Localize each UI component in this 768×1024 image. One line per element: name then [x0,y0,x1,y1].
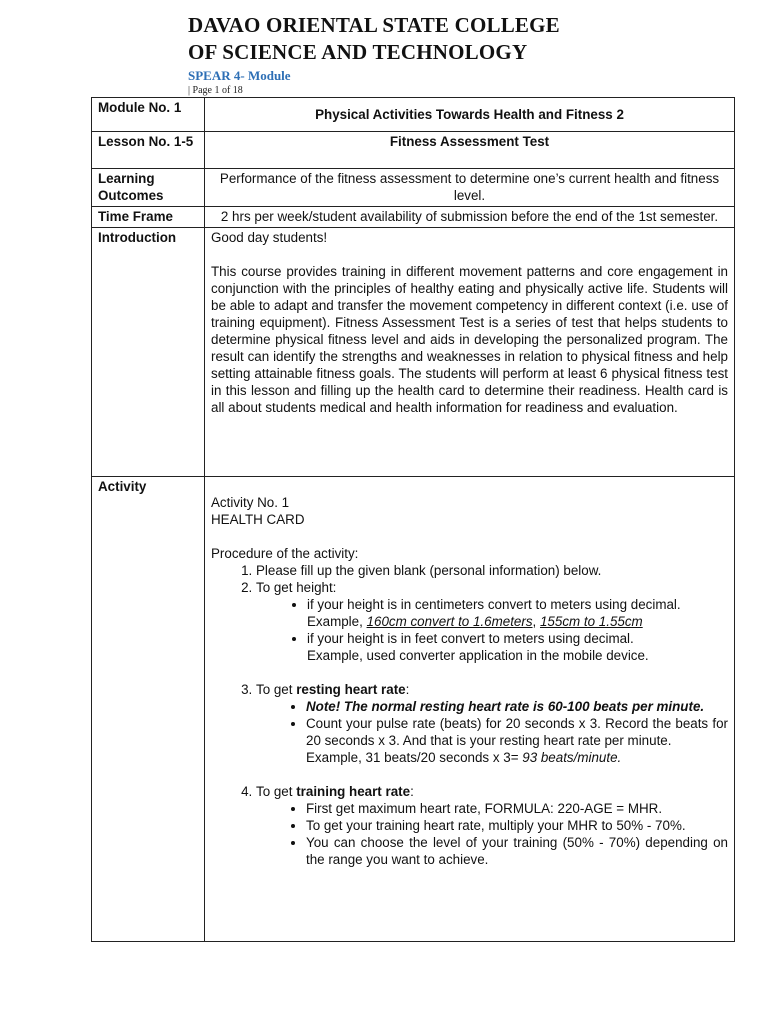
training-heart-rate-bullets [256,800,728,868]
introduction-greeting: Good day students! [211,230,328,245]
module-title: SPEAR 4- Module [188,68,291,83]
page-indicator: | Page 1 of 18 [188,85,243,96]
list-item: 3. To get resting heart rate: • Note! The normal resting heart rate is 60-100 beats per minute. • Count your pulse rate (beats) for 20 seconds x 3. Record the beats for 20 seconds x 3. And that is your resting heart rate per minute. Example, 31 beats/20 seconds x 3= 93 beats/minute. [256,681,728,783]
activity-label: Activity [92,477,205,942]
list-item: • First get maximum heart rate, FORMULA: 220-AGE = MHR. [306,800,728,817]
introduction-content [205,228,735,477]
institution-name-line2: OF SCIENCE AND TECHNOLOGY [188,40,528,64]
lesson-label: Lesson No. 1-5 [92,132,205,169]
height-bullets [256,596,728,664]
lesson-value: Fitness Assessment Test [205,132,735,169]
list-item: 2. To get height: • if your height is in centimeters convert to meters using decimal. Example, 160cm convert to 1.6meters, 155cm to 1.55cm • if your height is in feet convert to meters using decimal. Example, used converter application in the mobile device. [256,579,728,681]
module-table [91,97,735,942]
introduction-label: Introduction [92,228,205,477]
table-row [92,169,735,207]
document-header [188,12,560,96]
resting-heart-rate-bullets [256,698,728,766]
activity-title: HEALTH CARD [211,512,305,527]
example-cm-conversion: 160cm convert to 1.6meters [366,614,533,629]
institution-name-line1: DAVAO ORIENTAL STATE COLLEGE [188,13,560,37]
outcomes-value: Performance of the fitness assessment to determine one’s current health and fitness level. [205,169,735,207]
table-row [92,477,735,942]
table-row [92,132,735,169]
list-item: • You can choose the level of your training (50% - 70%) depending on the range you want to achieve. [306,834,728,868]
list-item: • Count your pulse rate (beats) for 20 seconds x 3. Record the beats for 20 seconds x 3. And that is your resting heart rate per minute. Example, 31 beats/20 seconds x 3= 93 beats/minute. [306,715,728,766]
list-item: • To get your training heart rate, multiply your MHR to 50% - 70%. [306,817,728,834]
resting-heart-rate-note: Note! The normal resting heart rate is 60-100 beats per minute. [306,699,705,714]
introduction-body: This course provides training in different movement patterns and core engagement in conjunction with the principles of healthy eating and physically active life. Students will be able to adapt and transfer the movement competency in different context (i.e. use of training equipment). Fitness Assessment Test is a series of test that helps students to determine physical fitness level and aids in developing the personalized program. The result can identify the strengths and weaknesses in relation to physical fitness and help setting attainable fitness goals. The students will perform at least 6 physical fitness test in this lesson and filling up the health card to determine their readiness. Health card is all about students medical and health information for readiness and evaluation. [211,264,728,415]
example-cm-conversion-2: 155cm to 1.55cm [539,614,643,629]
module-value: Physical Activities Towards Health and Fitness 2 [205,98,735,132]
table-row [92,98,735,132]
timeframe-label: Time Frame [92,207,205,228]
outcomes-label: Learning Outcomes [92,169,205,207]
list-item: 4. To get training heart rate: • First get maximum heart rate, FORMULA: 220-AGE = MHR. • To get your training heart rate, multiply your MHR to 50% - 70%. • You can choose the level of your training (50% - 70%) depending on the range you want to achieve. [256,783,728,868]
module-label: Module No. 1 [92,98,205,132]
procedure-heading: Procedure of the activity: [211,546,359,561]
list-item: • if your height is in centimeters convert to meters using decimal. Example, 160cm convert to 1.6meters, 155cm to 1.55cm [307,596,728,630]
activity-number: Activity No. 1 [211,495,290,510]
activity-content [205,477,735,942]
table-row [92,207,735,228]
procedure-steps [211,562,728,868]
timeframe-value: 2 hrs per week/student availability of submission before the end of the 1st semester. [205,207,735,228]
list-item: • if your height is in feet convert to meters using decimal. Example, used converter application in the mobile device. [307,630,728,664]
list-item: 1. Please fill up the given blank (personal information) below. [256,562,728,579]
list-item [306,698,728,715]
table-row [92,228,735,477]
